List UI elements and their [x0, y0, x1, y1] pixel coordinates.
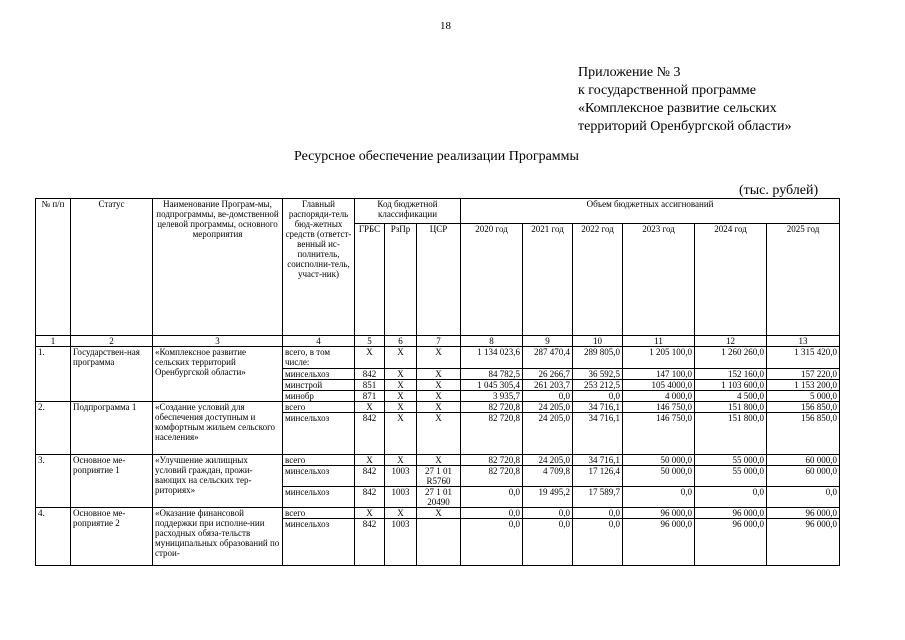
col-number: 2: [71, 336, 153, 347]
row-grbs: 871: [355, 391, 385, 402]
row-number: 1.: [36, 347, 71, 402]
row-rzpr: X: [385, 391, 417, 402]
row-value-2025: 60 000,0: [767, 466, 840, 487]
row-value-2025: 96 000,0: [767, 508, 840, 519]
row-value-2022: 17 589,7: [573, 487, 623, 508]
row-manager: всего, в том числе:: [283, 347, 355, 369]
header-rzpr: РзПр: [385, 224, 417, 336]
appendix-line-2: к государственной программе: [578, 83, 756, 98]
row-manager: минобр: [283, 391, 355, 402]
row-value-2021: 0,0: [523, 391, 573, 402]
col-number: 10: [573, 336, 623, 347]
row-grbs: X: [355, 402, 385, 413]
row-manager: минстрой: [283, 380, 355, 391]
col-number: 7: [417, 336, 461, 347]
row-status: Подпрограмма 1: [71, 402, 153, 455]
row-value-2021: 261 203,7: [523, 380, 573, 391]
header-year-2022: 2022 год: [573, 224, 623, 336]
row-value-2022: 0,0: [573, 508, 623, 519]
col-number: 1: [36, 336, 71, 347]
row-value-2023: 50 000,0: [623, 455, 695, 466]
row-csr: X: [417, 347, 461, 369]
row-manager: минсельхоз: [283, 487, 355, 508]
row-value-2025: 5 000,0: [767, 391, 840, 402]
row-csr: X: [417, 369, 461, 380]
units-label: (тыс. рублей): [739, 183, 819, 198]
row-value-2022: 289 805,0: [573, 347, 623, 369]
row-value-2024: 96 000,0: [695, 519, 767, 566]
row-rzpr: X: [385, 455, 417, 466]
row-grbs: X: [355, 347, 385, 369]
header-status: Статус: [71, 199, 153, 336]
row-value-2024: 55 000,0: [695, 466, 767, 487]
row-value-2021: 0,0: [523, 508, 573, 519]
row-manager: минсельхоз: [283, 466, 355, 487]
row-name: «Улучшение жилищных условий граждан, прожи-вающих на сельских тер-риториях»: [153, 455, 283, 508]
row-value-2023: 105 4000,0: [623, 380, 695, 391]
col-number: 13: [767, 336, 840, 347]
row-value-2024: 1 103 600,0: [695, 380, 767, 391]
row-csr: X: [417, 402, 461, 413]
row-csr: [417, 519, 461, 566]
row-value-2020: 0,0: [461, 487, 523, 508]
row-rzpr: 1003: [385, 466, 417, 487]
row-name: «Комплексное развитие сельских территорий Оренбургской области»: [153, 347, 283, 402]
row-manager: минсельхоз: [283, 519, 355, 566]
row-value-2025: 60 000,0: [767, 455, 840, 466]
table-row: [36, 402, 840, 413]
row-number: 3.: [36, 455, 71, 508]
row-grbs: 842: [355, 413, 385, 455]
col-number: 12: [695, 336, 767, 347]
row-status: Государствен-ная программа: [71, 347, 153, 402]
row-value-2022: 17 126,4: [573, 466, 623, 487]
row-value-2024: 55 000,0: [695, 455, 767, 466]
row-value-2023: 1 205 100,0: [623, 347, 695, 369]
column-numbers-row: [36, 336, 840, 347]
row-value-2023: 146 750,0: [623, 402, 695, 413]
row-value-2025: 96 000,0: [767, 519, 840, 566]
page-number: 18: [440, 20, 451, 32]
col-number: 9: [523, 336, 573, 347]
row-value-2022: 34 716,1: [573, 402, 623, 413]
row-value-2021: 24 205,0: [523, 455, 573, 466]
row-manager: минсельхоз: [283, 369, 355, 380]
row-csr: X: [417, 391, 461, 402]
header-name: Наименование Програм-мы, подпрограммы, ве-домственной целевой программы, основного мероприятия: [153, 199, 283, 336]
row-value-2022: 36 592,5: [573, 369, 623, 380]
row-value-2023: 96 000,0: [623, 519, 695, 566]
row-value-2024: 0,0: [695, 487, 767, 508]
row-value-2024: 4 500,0: [695, 391, 767, 402]
row-value-2020: 82 720,8: [461, 402, 523, 413]
row-value-2022: 0,0: [573, 519, 623, 566]
row-csr: X: [417, 413, 461, 455]
row-rzpr: X: [385, 508, 417, 519]
row-grbs: 842: [355, 487, 385, 508]
col-number: 6: [385, 336, 417, 347]
col-number: 3: [153, 336, 283, 347]
row-value-2020: 84 782,5: [461, 369, 523, 380]
row-value-2021: 287 470,4: [523, 347, 573, 369]
row-rzpr: X: [385, 402, 417, 413]
row-name: «Создание условий для обеспечения доступным и комфортным жильем сельского населения»: [153, 402, 283, 455]
col-number: 4: [283, 336, 355, 347]
row-value-2023: 147 100,0: [623, 369, 695, 380]
header-num: № п/п: [36, 199, 71, 336]
row-csr: 27 1 01 R5760: [417, 466, 461, 487]
row-grbs: X: [355, 455, 385, 466]
row-value-2022: 34 716,1: [573, 455, 623, 466]
row-value-2020: 1 045 305,4: [461, 380, 523, 391]
row-value-2023: 4 000,0: [623, 391, 695, 402]
row-value-2020: 82 720,8: [461, 466, 523, 487]
header-manager: Главный распоряди-тель бюд-жетных средств (ответст-венный ис-полнитель, соисполни-тель, участ-ник): [283, 199, 355, 336]
table-row: [36, 508, 840, 519]
resource-table: [35, 198, 840, 566]
row-value-2024: 151 800,0: [695, 402, 767, 413]
row-value-2022: 253 212,5: [573, 380, 623, 391]
row-csr: 27 1 01 20490: [417, 487, 461, 508]
row-grbs: 842: [355, 519, 385, 566]
row-value-2024: 1 260 260,0: [695, 347, 767, 369]
row-grbs: 842: [355, 466, 385, 487]
row-grbs: 851: [355, 380, 385, 391]
col-number: 11: [623, 336, 695, 347]
row-manager: всего: [283, 508, 355, 519]
row-value-2021: 0,0: [523, 519, 573, 566]
row-value-2020: 82 720,8: [461, 413, 523, 455]
row-name: «Оказание финансовой поддержки при исполне-нии расходных обяза-тельств муниципальных образований по строи-: [153, 508, 283, 566]
row-number: 2.: [36, 402, 71, 455]
row-manager: всего: [283, 455, 355, 466]
row-value-2021: 26 266,7: [523, 369, 573, 380]
header-year-2025: 2025 год: [767, 224, 840, 336]
appendix-line-4: территорий Оренбургской области»: [578, 119, 792, 134]
appendix-heading: [578, 64, 792, 136]
row-manager: минсельхоз: [283, 413, 355, 455]
row-value-2025: 156 850,0: [767, 413, 840, 455]
table-row: [36, 455, 840, 466]
header-csr: ЦСР: [417, 224, 461, 336]
row-csr: X: [417, 508, 461, 519]
header-year-2023: 2023 год: [623, 224, 695, 336]
col-number: 5: [355, 336, 385, 347]
row-value-2023: 146 750,0: [623, 413, 695, 455]
row-value-2024: 96 000,0: [695, 508, 767, 519]
appendix-line-3: «Комплексное развитие сельских: [578, 101, 777, 116]
row-rzpr: 1003: [385, 487, 417, 508]
row-value-2024: 151 800,0: [695, 413, 767, 455]
col-number: 8: [461, 336, 523, 347]
table-row: [36, 347, 840, 369]
row-rzpr: X: [385, 380, 417, 391]
row-value-2023: 96 000,0: [623, 508, 695, 519]
row-manager: всего: [283, 402, 355, 413]
row-value-2022: 0,0: [573, 391, 623, 402]
row-value-2021: 19 495,2: [523, 487, 573, 508]
row-value-2022: 34 716,1: [573, 413, 623, 455]
document-title: Ресурсное обеспечение реализации Программы: [294, 149, 579, 164]
row-value-2025: 1 153 200,0: [767, 380, 840, 391]
row-number: 4.: [36, 508, 71, 566]
row-value-2025: 156 850,0: [767, 402, 840, 413]
row-value-2025: 157 220,0: [767, 369, 840, 380]
row-rzpr: X: [385, 413, 417, 455]
header-year-2021: 2021 год: [523, 224, 573, 336]
row-value-2025: 1 315 420,0: [767, 347, 840, 369]
header-year-2024: 2024 год: [695, 224, 767, 336]
row-value-2020: 3 935,7: [461, 391, 523, 402]
row-value-2021: 4 709,8: [523, 466, 573, 487]
header-year-2020: 2020 год: [461, 224, 523, 336]
row-rzpr: X: [385, 369, 417, 380]
row-value-2020: 0,0: [461, 508, 523, 519]
header-budget-code: Код бюджетной классификации: [355, 199, 461, 224]
row-value-2023: 0,0: [623, 487, 695, 508]
row-csr: X: [417, 455, 461, 466]
row-csr: X: [417, 380, 461, 391]
row-value-2020: 1 134 023,6: [461, 347, 523, 369]
header-volume: Объем бюджетных ассигнований: [461, 199, 840, 224]
row-status: Основное ме-роприятие 2: [71, 508, 153, 566]
row-status: Основное ме-роприятие 1: [71, 455, 153, 508]
row-value-2023: 50 000,0: [623, 466, 695, 487]
row-value-2020: 0,0: [461, 519, 523, 566]
row-value-2020: 82 720,8: [461, 455, 523, 466]
row-value-2021: 24 205,0: [523, 402, 573, 413]
row-rzpr: X: [385, 347, 417, 369]
row-grbs: 842: [355, 369, 385, 380]
row-grbs: X: [355, 508, 385, 519]
row-value-2025: 0,0: [767, 487, 840, 508]
appendix-line-1: Приложение № 3: [578, 65, 681, 80]
row-value-2021: 24 205,0: [523, 413, 573, 455]
row-rzpr: 1003: [385, 519, 417, 566]
row-value-2024: 152 160,0: [695, 369, 767, 380]
header-grbs: ГРБС: [355, 224, 385, 336]
